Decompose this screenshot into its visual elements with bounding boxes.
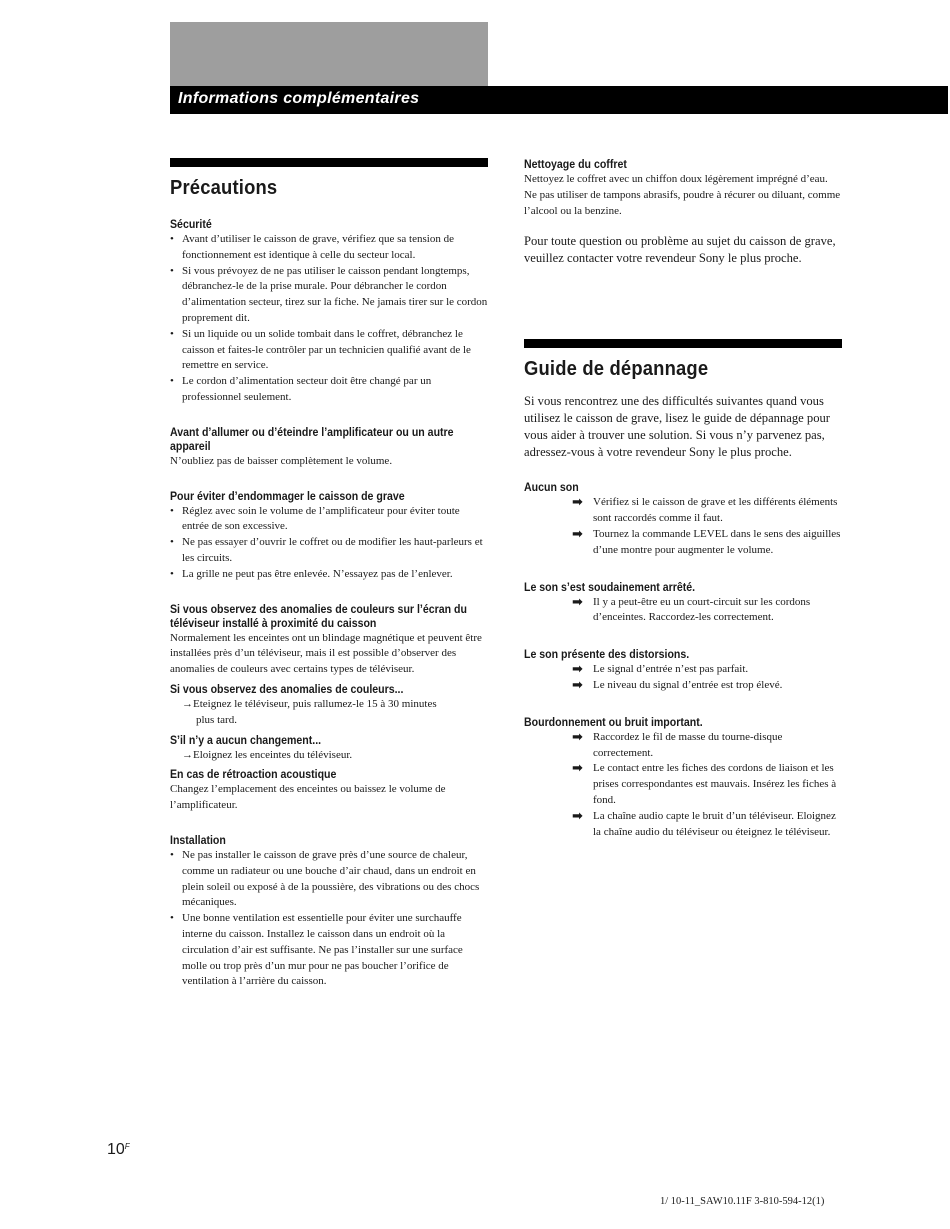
solution-text: Raccordez le fil de masse du tourne-disque correctement. <box>593 730 783 759</box>
list-item: • La grille ne peut pas être enlevée. N’essayez pas de l’enlever. <box>170 567 488 583</box>
securite-list <box>170 232 488 406</box>
guide-title: Guide de dépannage <box>524 358 709 381</box>
installation-list <box>170 848 488 990</box>
list-item <box>572 730 842 762</box>
arrow-icon: → <box>182 697 193 710</box>
problem-heading: Le son présente des distorsions. <box>524 649 690 662</box>
arrow-right-icon: ➡ <box>572 761 583 777</box>
list-item: • Une bonne ventilation est essentielle pour éviter une surchauffe interne du caisson. Installez le caisson dans un endroit où la circulation d’air est suffisante. Ne pas l’installer sur une surface molle ou trop près d’un mur pour ne pas boucher l’orifice de ventilation à l’arrière du caisson. <box>170 911 488 990</box>
section-title: Informations complémentaires <box>178 90 420 107</box>
list-item: • Si vous prévoyez de ne pas utiliser le caisson pendant longtemps, débranchez-le de la prise murale. Pour débrancher le cordon d’alimentation secteur, tirez sur la fiche. Ne jamais tirer sur le cordon proprement dit. <box>170 264 488 327</box>
anomalies-heading: Si vous observez des anomalies de couleurs sur l’écran du téléviseur installé à proximité du caisson <box>170 603 467 630</box>
arrow-right-icon: ➡ <box>572 729 583 745</box>
eviter-heading: Pour éviter d’endommager le caisson de grave <box>170 490 405 503</box>
anomalies-text: Normalement les enceintes ont un blindage magnétique et peuvent être installées près d’un téléviseur, mais il est possible d’observer des anomalies de couleurs avec certains types de téléviseur. <box>170 631 482 676</box>
list-item <box>572 809 842 841</box>
list-item: • Le cordon d’alimentation secteur doit être changé par un professionnel seulement. <box>170 374 488 406</box>
problem-solutions <box>524 495 842 558</box>
arrow-right-icon: ➡ <box>572 526 583 542</box>
solution-text: Le contact entre les fiches des cordons de liaison et les prises correspondantes est mauvais. Insérez les fiches à fond. <box>593 762 837 806</box>
arrow-right-icon: ➡ <box>572 677 583 693</box>
changement-step-text: Eloignez les enceintes du téléviseur. <box>193 748 353 761</box>
nettoyage-text: Nettoyez le coffret avec un chiffon doux légèrement imprégné d’eau. Ne pas utiliser de tampons abrasifs, poudre à récurer ou diluant, comme l’alcool ou la benzine. <box>524 173 841 217</box>
list-item: • Si un liquide ou un solide tombait dans le coffret, débranchez le caisson et faites-le contrôler par un technicien qualifié avant de le remettre en service. <box>170 327 488 374</box>
installation-heading: Installation <box>170 834 226 847</box>
list-item: • Réglez avec soin le volume de l’amplificateur pour éviter toute entrée de son excessive. <box>170 504 488 536</box>
retroaction-heading: En cas de rétroaction acoustique <box>170 769 337 782</box>
list-item: • Ne pas installer le caisson de grave près d’une source de chaleur, comme un radiateur ou une bouche d’air chaud, dans un endroit en plein soleil ou exposé à de la poussière, des vibrations ou des chocs mécaniques. <box>170 848 488 911</box>
precautions-title: Précautions <box>170 177 278 199</box>
precautions-rule <box>170 158 488 167</box>
right-column <box>524 158 842 840</box>
list-item <box>572 761 842 808</box>
arrow-right-icon: ➡ <box>572 594 583 610</box>
arrow-right-icon: ➡ <box>572 662 583 678</box>
nettoyage-heading: Nettoyage du coffret <box>524 159 627 171</box>
problem-heading: Bourdonnement ou bruit important. <box>524 716 703 729</box>
problem-solutions <box>524 662 842 694</box>
list-item <box>572 662 842 678</box>
anomalies2-step <box>170 697 488 729</box>
page-number-value: 10 <box>107 1141 125 1158</box>
guide-rule <box>524 339 842 348</box>
footer-code: 1/ 10-11_SAW10.11F 3-810-594-12(1) <box>660 1196 825 1207</box>
solution-text: Vérifiez si le caisson de grave et les différents éléments sont raccordés comme il faut. <box>593 496 838 525</box>
page-number <box>107 1141 130 1159</box>
problem-solutions <box>524 730 842 841</box>
arrow-icon: → <box>182 748 193 761</box>
arrow-right-icon: ➡ <box>572 808 583 824</box>
guide-intro: Si vous rencontrez une des difficultés suivantes quand vous utilisez le caisson de grave, lisez le guide de dépannage pour vous aider à trouver une solution. Si vous n’y parvenez pas, adressez-vous à votre revendeur Sony le plus proche. <box>524 394 830 460</box>
list-item <box>572 527 842 559</box>
anomalies2-step-text: Eteignez le téléviseur, puis rallumez-le 15 à 30 minutes <box>193 697 437 710</box>
problem-solutions <box>524 595 842 627</box>
solution-text: Tournez la commande LEVEL dans le sens des aiguilles d’une montre pour augmenter le volume. <box>593 527 841 556</box>
solution-text: Le signal d’entrée n’est pas parfait. <box>593 663 749 676</box>
list-item <box>572 495 842 527</box>
changement-step <box>170 748 488 764</box>
list-item: • Avant d’utiliser le caisson de grave, vérifiez que sa tension de fonctionnement est identique à celle du secteur local. <box>170 232 488 264</box>
securite-heading: Sécurité <box>170 219 212 231</box>
solution-text: Il y a peut-être eu un court-circuit sur les cordons d’enceintes. Raccordez-les correctement. <box>593 595 811 624</box>
solution-text: La chaîne audio capte le bruit d’un téléviseur. Eloignez la chaîne audio du téléviseur ou éteignez le téléviseur. <box>593 809 836 838</box>
avant-heading: Avant d’allumer ou d’éteindre l’amplificateur ou un autre appareil <box>170 426 454 453</box>
list-item <box>572 595 842 627</box>
changement-heading: S’il n’y a aucun changement... <box>170 734 322 747</box>
contact-text: Pour toute question ou problème au sujet du caisson de grave, veuillez contacter votre revendeur Sony le plus proche. <box>524 234 836 266</box>
header-gray-block <box>170 22 488 86</box>
problem-heading: Le son s’est soudainement arrêté. <box>524 581 696 594</box>
arrow-right-icon: ➡ <box>572 495 583 511</box>
list-item: • Ne pas essayer d’ouvrir le coffret ou de modifier les haut-parleurs et les circuits. <box>170 535 488 567</box>
anomalies2-heading: Si vous observez des anomalies de couleurs... <box>170 683 404 696</box>
retroaction-text: Changez l’emplacement des enceintes ou baissez le volume de l’amplificateur. <box>170 783 446 812</box>
anomalies2-step-rest: plus tard. <box>196 713 237 726</box>
eviter-list <box>170 504 488 583</box>
page-number-suffix: F <box>124 1142 130 1151</box>
avant-text: N’oubliez pas de baisser complètement le volume. <box>170 454 393 467</box>
problem-heading: Aucun son <box>524 482 579 495</box>
solution-text: Le niveau du signal d’entrée est trop élevé. <box>593 678 783 691</box>
list-item <box>572 678 842 694</box>
left-column <box>170 158 488 990</box>
